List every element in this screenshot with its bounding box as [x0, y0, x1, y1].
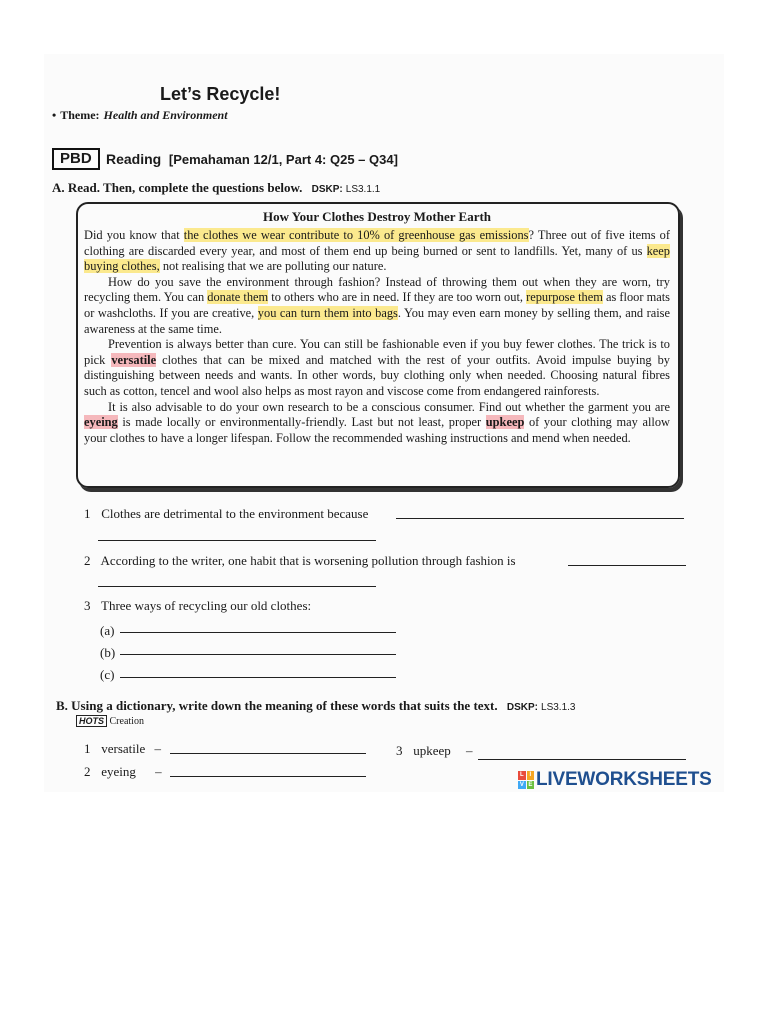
section-a-text: A. Read. Then, complete the questions below.	[52, 180, 303, 195]
paragraph-1	[84, 228, 670, 275]
page-title: Let’s Recycle!	[160, 84, 281, 104]
dskp-a-code: LS3.1.1	[345, 184, 381, 195]
question-1	[84, 506, 368, 522]
logo-letter: I	[527, 771, 535, 780]
text-run: as floor mats or washcloths. If you are creative,	[84, 290, 671, 320]
option-b-label: (b)	[100, 645, 116, 660]
question-text: Three ways of recycling our old clothes:	[101, 598, 312, 613]
text-run: to others who are in need. If they are too worn out,	[268, 290, 527, 305]
highlight-pink: versatile	[111, 352, 157, 367]
vocab-dash: –	[155, 764, 162, 779]
reading-detail: [Pemahaman 12/1, Part 4: Q25 – Q34]	[168, 152, 398, 167]
answer-line-1b[interactable]	[98, 527, 376, 541]
logo-letter: L	[518, 771, 526, 780]
vocab-answer-line-3[interactable]	[478, 746, 686, 760]
question-number: 2	[84, 553, 91, 568]
question-text: Clothes are detrimental to the environment because	[101, 506, 369, 521]
logo-letter: V	[519, 781, 524, 788]
dskp-a-label: DSKP:	[311, 184, 343, 195]
question-number: 3	[84, 598, 91, 613]
vocab-answer-line-1[interactable]	[170, 740, 366, 754]
dskp-b-code: LS3.1.3	[541, 702, 576, 713]
text-run: is made locally or environmentally-friendly. Last but not least, proper	[117, 415, 486, 430]
vocab-answer-line-2[interactable]	[170, 763, 366, 777]
vocab-word: upkeep	[413, 743, 451, 758]
logo-letter: E	[528, 781, 533, 788]
text-run: ? Three out of five items of clothing are discarded every year, and most of them end up being burned or sent to landfills. Yet, many of us	[84, 228, 670, 258]
paragraph-2	[84, 275, 670, 337]
section-a-instruction	[52, 180, 380, 196]
reading-passage-box	[76, 202, 680, 488]
text-run: How do you save the environment through fashion? Instead of throwing them out when they are worn, try recycling them. You can	[84, 274, 670, 305]
vocab-number: 3	[396, 743, 403, 758]
vocab-word: eyeing	[101, 764, 136, 779]
vocab-1	[84, 741, 161, 757]
liveworksheets-logo	[518, 769, 712, 791]
option-a-label: (a)	[100, 623, 115, 638]
dskp-b-label: DSKP:	[506, 702, 539, 713]
text-run: of your clothing may allow your clothes to have a longer lifespan. Follow the recommended washing instructions and mend when needed.	[84, 415, 670, 445]
vocab-dash: –	[466, 743, 473, 758]
hots-badge: HOTS	[76, 715, 107, 727]
option-c-label: (c)	[100, 667, 115, 682]
vocab-dash: –	[154, 741, 162, 756]
dskp-a	[312, 184, 381, 195]
highlight-yellow: repurpose them	[526, 290, 603, 305]
answer-line-3b[interactable]	[120, 641, 396, 655]
answer-line-3c[interactable]	[120, 664, 396, 678]
question-number: 1	[84, 506, 91, 521]
bullet: •	[52, 108, 57, 122]
text-run: . You may even earn money by selling them, and raise awareness at the same time.	[84, 305, 670, 336]
hots-text: Creation	[109, 716, 144, 727]
brand-name: LIVEWORKSHEETS	[536, 769, 712, 790]
theme-label: Theme:	[60, 108, 100, 122]
passage-body	[84, 228, 670, 446]
answer-line-3a[interactable]	[120, 619, 396, 633]
text-run: clothes that can be mixed and matched with the rest of your outfits. Avoid impulse buying by distinguishing between needs and wants. In other words, buy clothing only when needed. Choosing natural fibres such as cotton, tencel and wool also helps as most rayon and viscose come from endangered rainforests.	[84, 352, 671, 398]
vocab-3	[396, 743, 473, 759]
dskp-b	[507, 702, 576, 713]
highlight-pink: upkeep	[485, 415, 525, 430]
section-b-text: B. Using a dictionary, write down the meaning of these words that suits the text.	[56, 698, 498, 713]
paragraph-4	[84, 400, 670, 447]
answer-line-2a[interactable]	[568, 552, 686, 566]
question-3	[84, 598, 311, 614]
vocab-word: versatile	[101, 741, 146, 756]
passage-title: How Your Clothes Destroy Mother Earth	[262, 209, 492, 224]
answer-line-2b[interactable]	[98, 573, 376, 587]
vocab-number: 1	[84, 741, 91, 756]
vocab-2	[84, 764, 162, 780]
text-run: Prevention is always better than cure. You can still be fashionable even if you buy fewer clothes. The trick is to pick	[84, 337, 670, 367]
text-run: not realising that we are polluting our nature.	[159, 259, 387, 274]
text-run: Did you know that	[84, 228, 184, 242]
highlight-pink: eyeing	[84, 415, 118, 430]
vocab-number: 2	[84, 764, 91, 779]
paragraph-3	[84, 337, 670, 399]
theme-line	[52, 108, 228, 123]
question-2	[84, 553, 516, 569]
hots-label	[76, 716, 144, 727]
theme-value: Health and Environment	[103, 108, 228, 122]
liveworksheets-logo-icon	[518, 771, 534, 789]
section-b-instruction	[56, 698, 576, 714]
text-run: It is also advisable to do your own research to be a conscious consumer. Find out whether the garment you are	[108, 399, 670, 414]
reading-header	[106, 151, 398, 167]
pbd-badge: PBD	[52, 148, 100, 170]
highlight-yellow: you can turn them into bags	[257, 305, 398, 320]
reading-label: Reading	[106, 151, 162, 167]
question-text: According to the writer, one habit that is worsening pollution through fashion is	[100, 553, 516, 568]
highlight-yellow: keep buying clothes,	[84, 243, 670, 274]
highlight-yellow: the clothes we wear contribute to 10% of greenhouse gas emissions	[183, 228, 529, 242]
highlight-yellow: donate them	[207, 290, 269, 305]
answer-line-1a[interactable]	[396, 505, 684, 519]
